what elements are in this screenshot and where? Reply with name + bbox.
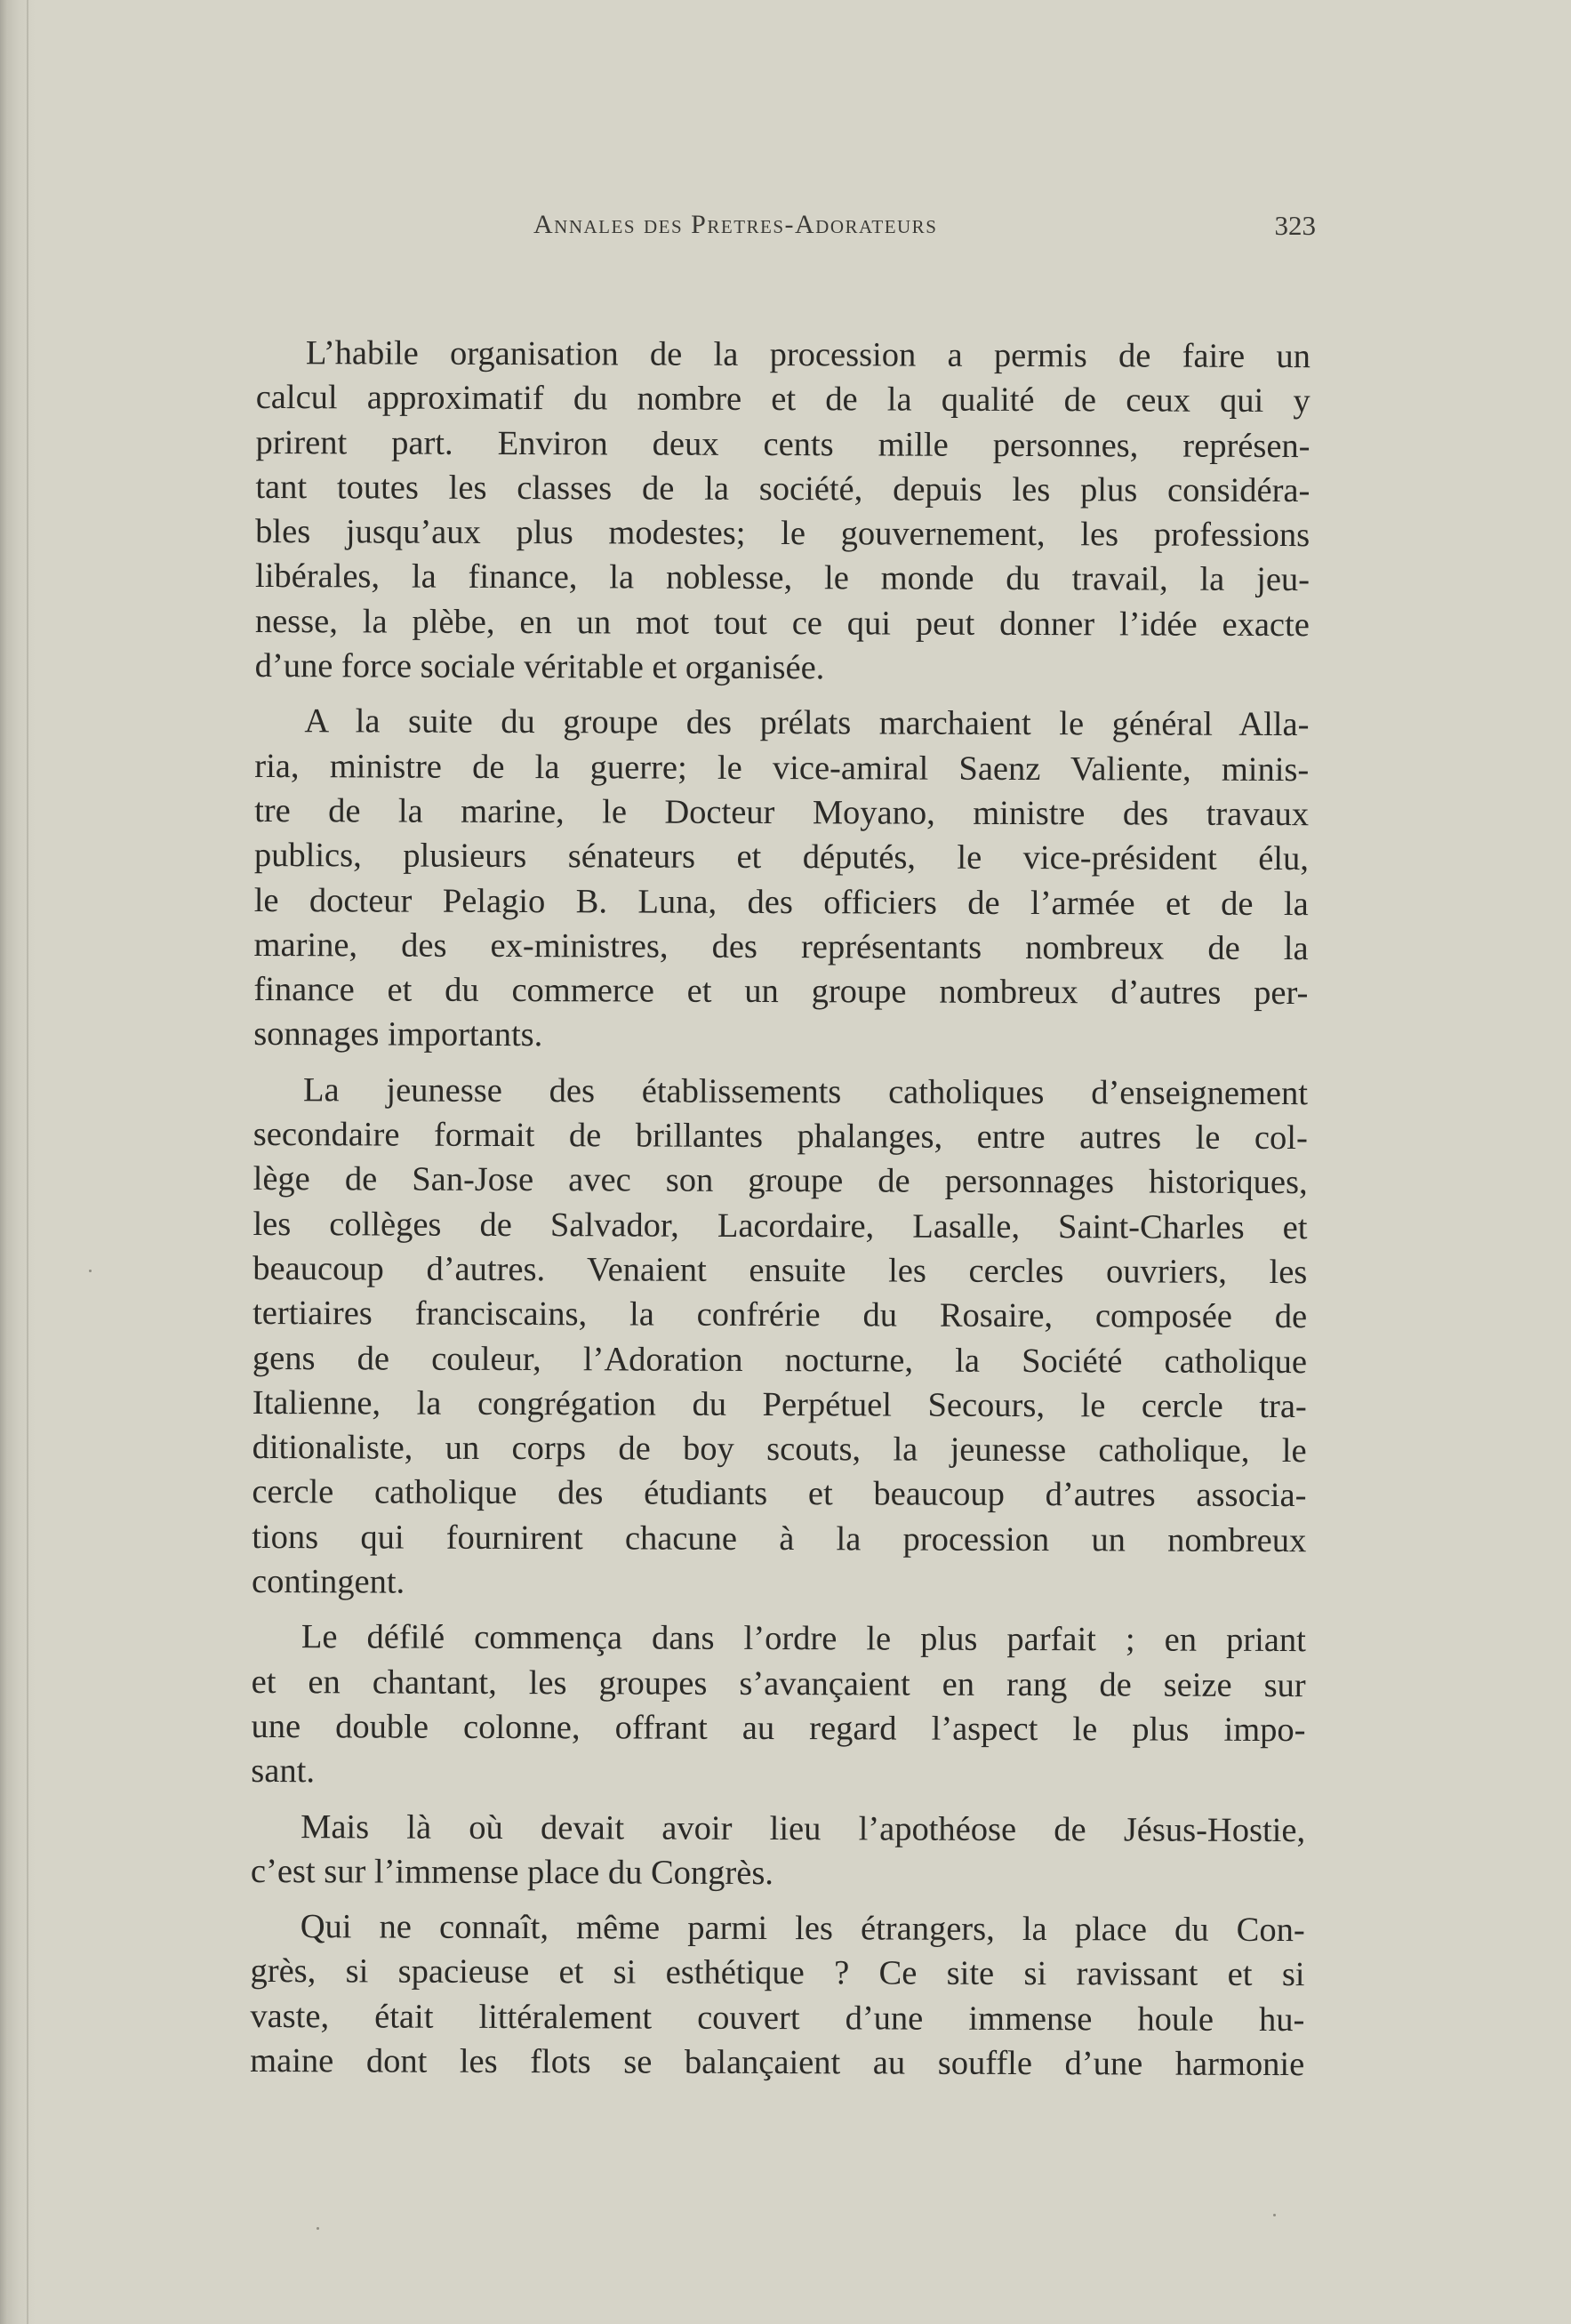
text-line: nesse, la plèbe, en un mot tout ce qui peut donner l’idée exacte	[254, 602, 1310, 644]
text-line: ria, ministre de la guerre; le vice-amiral Saenz Valiente, minis-	[254, 747, 1310, 789]
paragraph	[251, 1615, 1306, 1797]
text-line: ditionaliste, un corps de boy scouts, la jeunesse catholique, le	[252, 1429, 1307, 1471]
text-line: calcul approximatif du nombre et de la qualité de ceux qui y	[255, 379, 1311, 421]
text-line: vaste, était littéralement couvert d’une immense houle hu-	[250, 1997, 1305, 2039]
text-line: Italienne, la congrégation du Perpétuel Secours, le cercle tra-	[252, 1383, 1307, 1425]
text-line: La jeunesse des établissements catholiques d’enseignement	[302, 1070, 1309, 1112]
text-line: et en chantant, les groupes s’avançaient en rang de seize sur	[251, 1663, 1306, 1704]
text-line: lège de San-Jose avec son groupe de personnages historiques,	[252, 1160, 1308, 1202]
text-line: tant toutes les classes de la société, depuis les plus considéra-	[255, 468, 1311, 510]
paragraph	[255, 331, 1311, 693]
text-line: le docteur Pelagio B. Luna, des officiers de l’armée et de la	[253, 881, 1309, 923]
text-line: publics, plusieurs sénateurs et députés, le vice-président élu,	[253, 837, 1310, 878]
text-line: sonnages importants.	[253, 1015, 543, 1054]
text-line: c’est sur l’immense place du Congrès.	[250, 1852, 774, 1892]
body-text	[250, 331, 1311, 2097]
page-number: 323	[1274, 210, 1316, 241]
text-line: marine, des ex-ministres, des représentants nombreux de la	[253, 926, 1309, 967]
text-line: cercle catholique des étudiants et beaucoup d’autres associa-	[252, 1473, 1307, 1515]
text-line: sant.	[251, 1752, 316, 1791]
text-line: Mais là où devait avoir lieu l’apothéose de Jésus-Hostie,	[301, 1807, 1306, 1849]
paper-speck	[89, 1270, 92, 1272]
gutter-fold-line	[27, 0, 28, 2324]
text-line: secondaire formait de brillantes phalanges, entre autres le col-	[252, 1116, 1308, 1158]
text-line: bles jusqu’aux plus modestes; le gouvernement, les professions	[255, 513, 1311, 555]
text-line: A la suite du groupe des prélats marchaient le général Alla-	[304, 702, 1310, 744]
text-line: Le défilé commença dans l’ordre le plus parfait ; en priant	[301, 1618, 1306, 1660]
text-line: une double colonne, offrant au regard l’aspect le plus impo-	[251, 1707, 1306, 1750]
paragraph	[253, 699, 1309, 1061]
text-line: grès, si spacieuse et si esthétique ? Ce site si ravissant et si	[250, 1952, 1305, 1994]
text-line: Qui ne connaît, même parmi les étrangers, la place du Con-	[300, 1908, 1305, 1950]
text-line: beaucoup d’autres. Venaient ensuite les cercles ouvriers, les	[252, 1249, 1308, 1292]
text-line: les collèges de Salvador, Lacordaire, Lasalle, Saint-Charles et	[252, 1205, 1308, 1246]
paper-speck	[317, 2227, 319, 2230]
text-line: tre de la marine, le Docteur Moyano, ministre des travaux	[254, 791, 1310, 834]
paragraph	[251, 1804, 1305, 1897]
page-gutter-shadow	[0, 0, 36, 2324]
text-line: L’habile organisation de la procession a permis de faire un	[305, 334, 1311, 376]
running-head	[533, 210, 1316, 249]
text-line: tertiaires franciscains, la confrérie du Rosaire, composée de	[252, 1294, 1308, 1336]
running-head-title: Annales des Pretres-Adorateurs	[533, 210, 938, 239]
text-line: tions qui fournirent chacune à la procession un nombreux	[252, 1518, 1307, 1559]
paragraph	[250, 1904, 1305, 2087]
paragraph	[252, 1068, 1308, 1608]
text-line: contingent.	[252, 1563, 405, 1601]
text-line: finance et du commerce et un groupe nombreux d’autres per-	[253, 971, 1309, 1013]
text-line: d’une force sociale véritable et organisée.	[254, 647, 825, 687]
text-line: gens de couleur, l’Adoration nocturne, la Société catholique	[252, 1339, 1308, 1381]
text-line: libérales, la finance, la noblesse, le monde du travail, la jeu-	[254, 557, 1311, 599]
paper-speck	[1273, 2214, 1276, 2216]
text-line: maine dont les flots se balançaient au souffle d’une harmonie	[250, 2041, 1305, 2084]
text-line: prirent part. Environ deux cents mille personnes, représen-	[255, 423, 1311, 465]
